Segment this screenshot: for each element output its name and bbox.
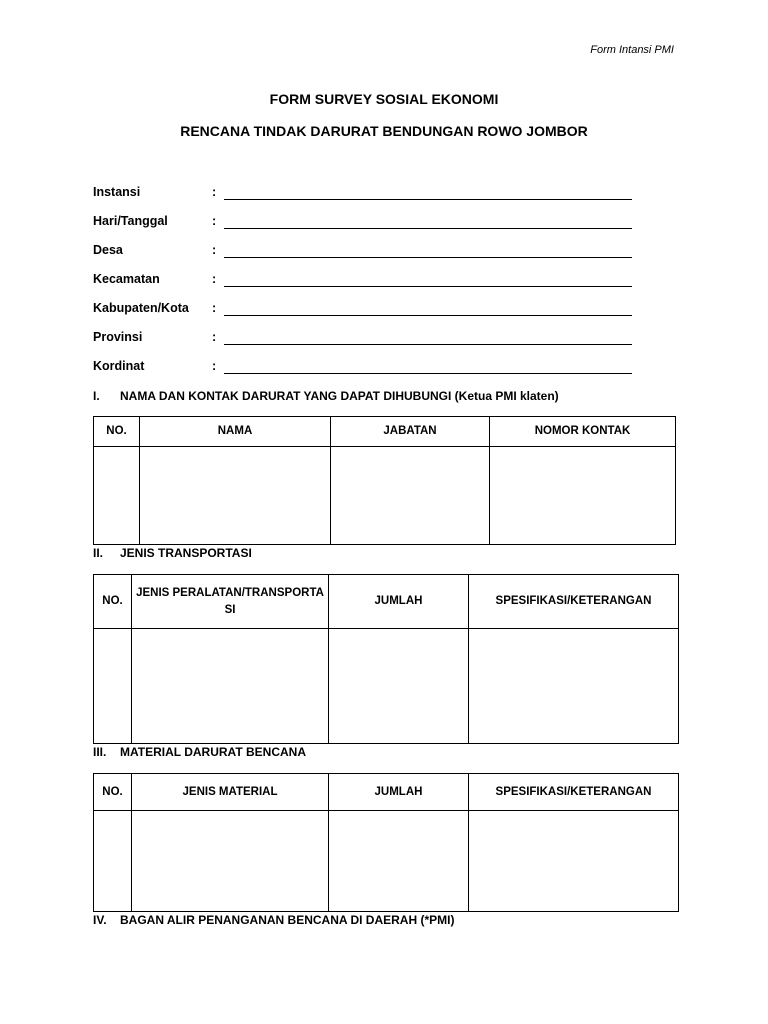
table-emergency-contacts (93, 416, 676, 545)
field-colon: : (212, 301, 217, 315)
section-title: MATERIAL DARURAT BENCANA (120, 745, 306, 759)
column-header-no: NO. (94, 575, 132, 629)
field-colon: : (212, 185, 217, 199)
field-desa[interactable] (93, 243, 638, 263)
field-colon: : (212, 243, 217, 257)
column-header-spesifikasi: SPESIFIKASI/KETERANGAN (469, 774, 679, 811)
table-cell[interactable] (469, 811, 679, 912)
table-cell[interactable] (94, 629, 132, 744)
column-header-jenis-peralatan: JENIS PERALATAN/TRANSPORTASI (132, 575, 329, 629)
field-instansi[interactable] (93, 185, 638, 205)
field-kabupaten-kota[interactable] (93, 301, 638, 321)
table-emergency-material (93, 773, 679, 912)
table-cell[interactable] (94, 447, 140, 545)
column-header-nama: NAMA (140, 417, 331, 447)
table-cell[interactable] (469, 629, 679, 744)
column-header-no: NO. (94, 774, 132, 811)
table-transportation (93, 574, 679, 744)
field-label: Kecamatan (93, 272, 160, 286)
field-label: Hari/Tanggal (93, 214, 168, 228)
form-title: FORM SURVEY SOSIAL EKONOMI (269, 91, 499, 107)
field-colon: : (212, 330, 217, 344)
column-header-jabatan: JABATAN (331, 417, 490, 447)
table-row (94, 629, 679, 744)
table-cell[interactable] (94, 811, 132, 912)
field-hari-tanggal[interactable] (93, 214, 638, 234)
field-label: Kabupaten/Kota (93, 301, 189, 315)
table-row (94, 447, 676, 545)
field-line[interactable] (224, 344, 632, 345)
field-line[interactable] (224, 373, 632, 374)
section-title: BAGAN ALIR PENANGANAN BENCANA DI DAERAH (*PMI) (120, 913, 455, 927)
field-colon: : (212, 214, 217, 228)
table-cell[interactable] (490, 447, 676, 545)
field-provinsi[interactable] (93, 330, 638, 350)
section-title: NAMA DAN KONTAK DARURAT YANG DAPAT DIHUBUNGI (Ketua PMI klaten) (120, 389, 559, 403)
form-subtitle: RENCANA TINDAK DARURAT BENDUNGAN ROWO JOMBOR (180, 123, 588, 139)
table-cell[interactable] (132, 629, 329, 744)
table-row (94, 811, 679, 912)
table-cell[interactable] (329, 811, 469, 912)
section-heading-2 (93, 546, 252, 560)
table-cell[interactable] (140, 447, 331, 545)
section-number: II. (93, 546, 104, 560)
section-number: IV. (93, 913, 107, 927)
section-heading-4 (93, 913, 454, 927)
section-heading-1 (93, 389, 559, 403)
column-header-nomor-kontak: NOMOR KONTAK (490, 417, 676, 447)
field-line[interactable] (224, 286, 632, 287)
field-line[interactable] (224, 228, 632, 229)
field-colon: : (212, 272, 217, 286)
section-number: I. (93, 389, 100, 403)
table-cell[interactable] (329, 629, 469, 744)
field-label: Instansi (93, 185, 141, 199)
field-label: Desa (93, 243, 123, 257)
table-cell[interactable] (331, 447, 490, 545)
field-line[interactable] (224, 315, 632, 316)
field-line[interactable] (224, 257, 632, 258)
field-label: Kordinat (93, 359, 145, 373)
section-number: III. (93, 745, 107, 759)
column-header-spesifikasi: SPESIFIKASI/KETERANGAN (469, 575, 679, 629)
header-note: Form Intansi PMI (590, 44, 674, 56)
section-title: JENIS TRANSPORTASI (120, 546, 252, 560)
table-cell[interactable] (132, 811, 329, 912)
column-header-jumlah: JUMLAH (329, 774, 469, 811)
column-header-jenis-material: JENIS MATERIAL (132, 774, 329, 811)
field-colon: : (212, 359, 217, 373)
field-kordinat[interactable] (93, 359, 638, 379)
section-heading-3 (93, 745, 306, 759)
column-header-no: NO. (94, 417, 140, 447)
field-kecamatan[interactable] (93, 272, 638, 292)
field-label: Provinsi (93, 330, 143, 344)
field-line[interactable] (224, 199, 632, 200)
column-header-jumlah: JUMLAH (329, 575, 469, 629)
